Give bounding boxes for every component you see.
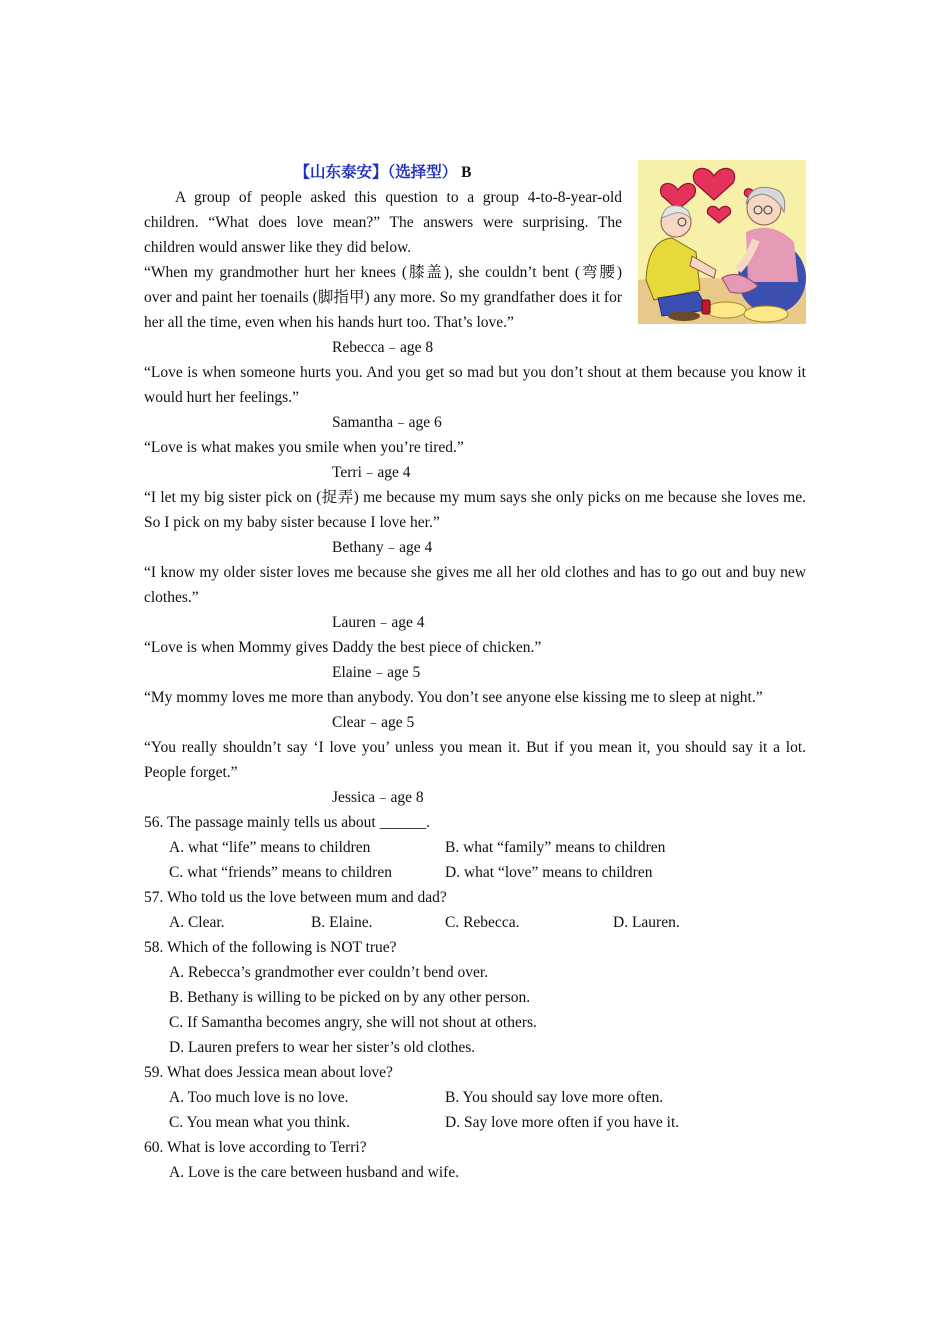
- signature-clear: Clear﹣age 5: [332, 714, 415, 731]
- question-57-options: [144, 910, 806, 935]
- question-56-options: [144, 835, 806, 860]
- question-56-options-row2: [144, 860, 806, 885]
- option-56-a: A. what “life” means to children: [169, 839, 371, 856]
- quote-paragraph-lauren: “I know my older sister loves me because she gives me all her old clothes and has to go out and buy new clothes.”: [144, 564, 806, 606]
- option-59-b: B. You should say love more often.: [445, 1089, 664, 1106]
- option-56-b: B. what “family” means to children: [445, 839, 666, 856]
- option-56-c: C. what “friends” means to children: [169, 864, 392, 881]
- signature-samantha: Samantha﹣age 6: [332, 414, 442, 431]
- option-59-a: A. Too much love is no love.: [169, 1089, 349, 1106]
- question-59-options-row2: [144, 1110, 806, 1135]
- option-58-d: D. Lauren prefers to wear her sister’s old clothes.: [169, 1039, 476, 1056]
- option-60-a: A. Love is the care between husband and wife.: [169, 1164, 460, 1181]
- option-57-a: A. Clear.: [169, 914, 225, 931]
- intro-block: [144, 185, 622, 335]
- option-58-a: A. Rebecca’s grandmother ever couldn’t bend over.: [169, 964, 489, 981]
- question-59-options: [144, 1085, 806, 1110]
- option-57-c: C. Rebecca.: [445, 914, 520, 931]
- signature-lauren: Lauren﹣age 4: [332, 614, 425, 631]
- option-59-d: D. Say love more often if you have it.: [445, 1114, 680, 1131]
- option-57-b: B. Elaine.: [311, 914, 373, 931]
- option-57-d: D. Lauren.: [613, 914, 680, 931]
- signature-jessica: Jessica﹣age 8: [332, 789, 424, 806]
- signature-terri: Terri﹣age 4: [332, 464, 411, 481]
- option-58-b: B. Bethany is willing to be picked on by any other person.: [169, 989, 531, 1006]
- quote-paragraph-clear: “My mommy loves me more than anybody. You don’t see anyone else kissing me to sleep at night.”: [144, 689, 763, 706]
- quote-paragraph-rebecca: “When my grandmother hurt her knees (膝盖), she couldn’t bent (弯腰) over and paint her toenails (脚指甲) any more. So my grandfather does it for her all the time, even when his hands hurt too. That’s love.”: [144, 264, 622, 331]
- quote-paragraph-jessica: “You really shouldn’t say ‘I love you’ unless you mean it. But if you mean it, you should say it a lot. People forget.”: [144, 739, 806, 781]
- question-58: 58. Which of the following is NOT true?: [144, 939, 397, 956]
- intro-paragraph: A group of people asked this question to a group 4-to-8-year-old children. “What does love mean?” The answers were surprising. The children would answer like they did below.: [144, 189, 622, 256]
- signature-elaine: Elaine﹣age 5: [332, 664, 421, 681]
- quote-paragraph-samantha: “Love is when someone hurts you. And you get so mad but you don’t shout at them because you know it would hurt her feelings.”: [144, 364, 806, 406]
- document-content: [144, 160, 806, 1185]
- question-57: 57. Who told us the love between mum and dad?: [144, 889, 447, 906]
- question-56: 56. The passage mainly tells us about ______.: [144, 814, 430, 831]
- signature-rebecca: Rebecca﹣age 8: [332, 339, 434, 356]
- title-label: B: [461, 164, 472, 181]
- question-59: 59. What does Jessica mean about love?: [144, 1064, 393, 1081]
- quote-paragraph-bethany: “I let my big sister pick on (捉弄) me because my mum says she only picks on me because she loves me. So I pick on my baby sister because I love her.”: [144, 489, 806, 531]
- question-60: 60. What is love according to Terri?: [144, 1139, 367, 1156]
- quote-paragraph-terri: “Love is what makes you smile when you’re tired.”: [144, 439, 464, 456]
- option-56-d: D. what “love” means to children: [445, 864, 653, 881]
- option-58-c: C. If Samantha becomes angry, she will not shout at others.: [169, 1014, 537, 1031]
- option-59-c: C. You mean what you think.: [169, 1114, 350, 1131]
- quote-paragraph-elaine: “Love is when Mommy gives Daddy the best piece of chicken.”: [144, 639, 542, 656]
- signature-bethany: Bethany﹣age 4: [332, 539, 433, 556]
- title-source: 【山东泰安】（选择型）: [294, 164, 458, 181]
- page-title: [144, 160, 622, 185]
